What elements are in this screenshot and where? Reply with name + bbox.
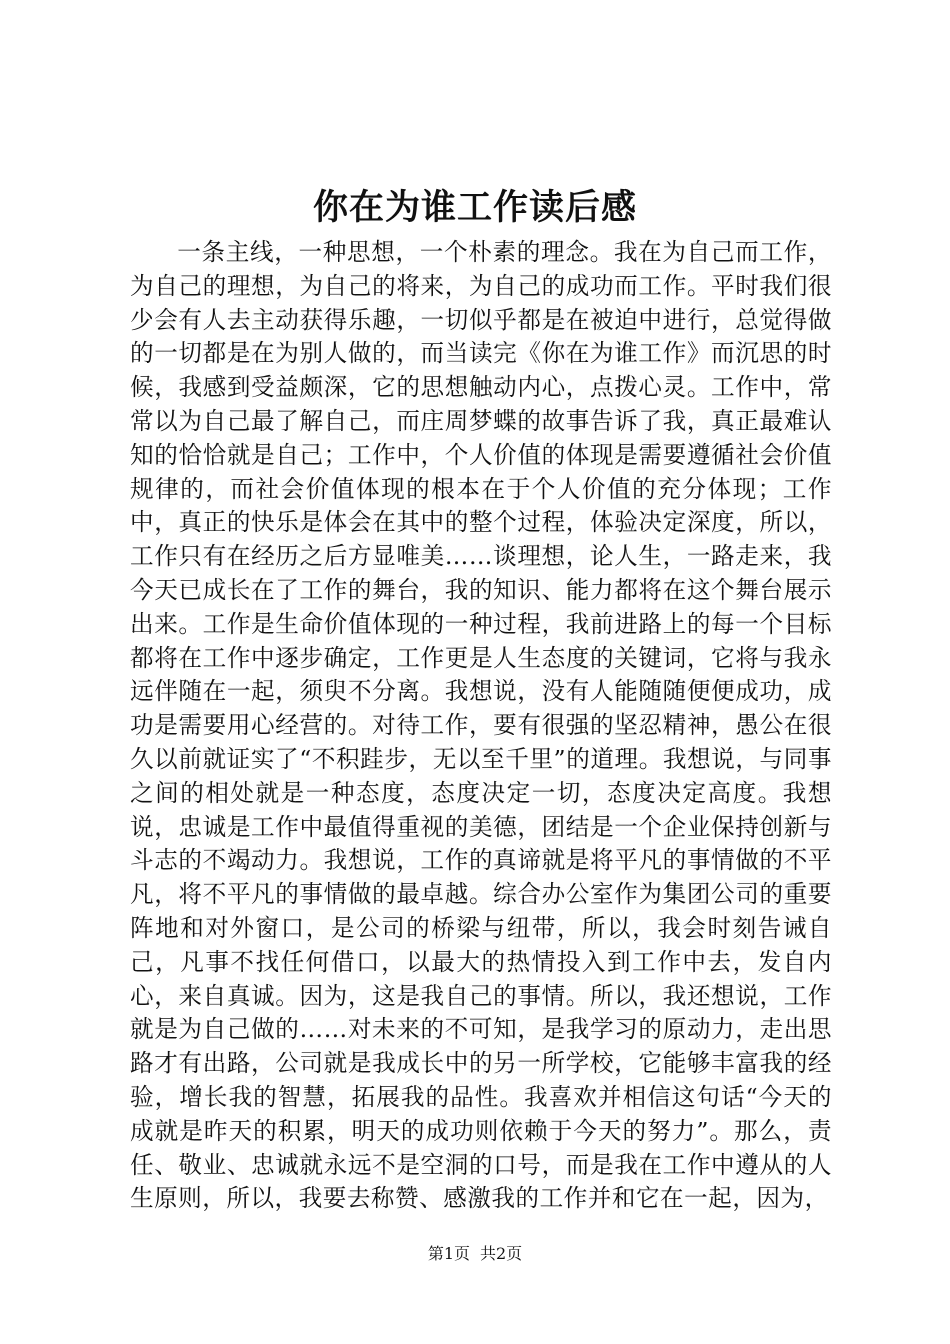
- page-number-current: 第1页: [427, 1244, 470, 1263]
- page-number-total: 共2页: [480, 1244, 523, 1263]
- body-paragraph: 一条主线，一种思想，一个朴素的理念。我在为自己而工作，为自己的理想，为自己的将来，为自己的成功而工作。平时我们很少会有人去主动获得乐趣，一切似乎都是在被迫中进行，总觉得做的一切都是在为别人做的，而当读完《你在为谁工作》而沉思的时候，我感到受益颇深，它的思想触动内心，点拨心灵。工作中，常常以为自己最了解自己，而庄周梦蝶的故事告诉了我，真正最难认知的恰恰就是自己；工作中，个人价值的体现是需要遵循社会价值规律的，而社会价值体现的根本在于个人价值的充分体现；工作中，真正的快乐是体会在其中的整个过程，体验决定深度，所以，工作只有在经历之后方显唯美……谈理想，论人生，一路走来，我今天已成长在了工作的舞台，我的知识、能力都将在这个舞台展示出来。工作是生命价值体现的一种过程，我前进路上的每一个目标都将在工作中逐步确定，工作更是人生态度的关键词，它将与我永远伴随在一起，须臾不分离。我想说，没有人能随随便便成功，成功是需要用心经营的。对待工作，要有很强的坚忍精神，愚公在很久以前就证实了“不积跬步，无以至千里”的道理。我想说，与同事之间的相处就是一种态度，态度决定一切，态度决定高度。我想说，忠诚是工作中最值得重视的美德，团结是一个企业保持创新与斗志的不竭动力。我想说，工作的真谛就是将平凡的事情做的不平凡，将不平凡的事情做的最卓越。综合办公室作为集团公司的重要阵地和对外窗口，是公司的桥梁与纽带，所以，我会时刻告诫自己，凡事不找任何借口，以最大的热情投入到工作中去，发自内心，来自真诚。因为，这是我自己的事情。所以，我还想说，工作就是为自己做的……对未来的不可知，是我学习的原动力，走出思路才有出路，公司就是我成长中的另一所学校，它能够丰富我的经验，增长我的智慧，拓展我的品性。我喜欢并相信这句话“今天的成就是昨天的积累，明天的成功则依赖于今天的努力”。那么，责任、敬业、忠诚就永远不是空洞的口号，而是我在工作中遵从的人生原则，所以，我要去称赞、感激我的工作并和它在一起，因为，: [130, 238, 832, 1213]
- page-footer: [0, 1242, 950, 1266]
- document-title: 你在为谁工作读后感: [312, 187, 637, 228]
